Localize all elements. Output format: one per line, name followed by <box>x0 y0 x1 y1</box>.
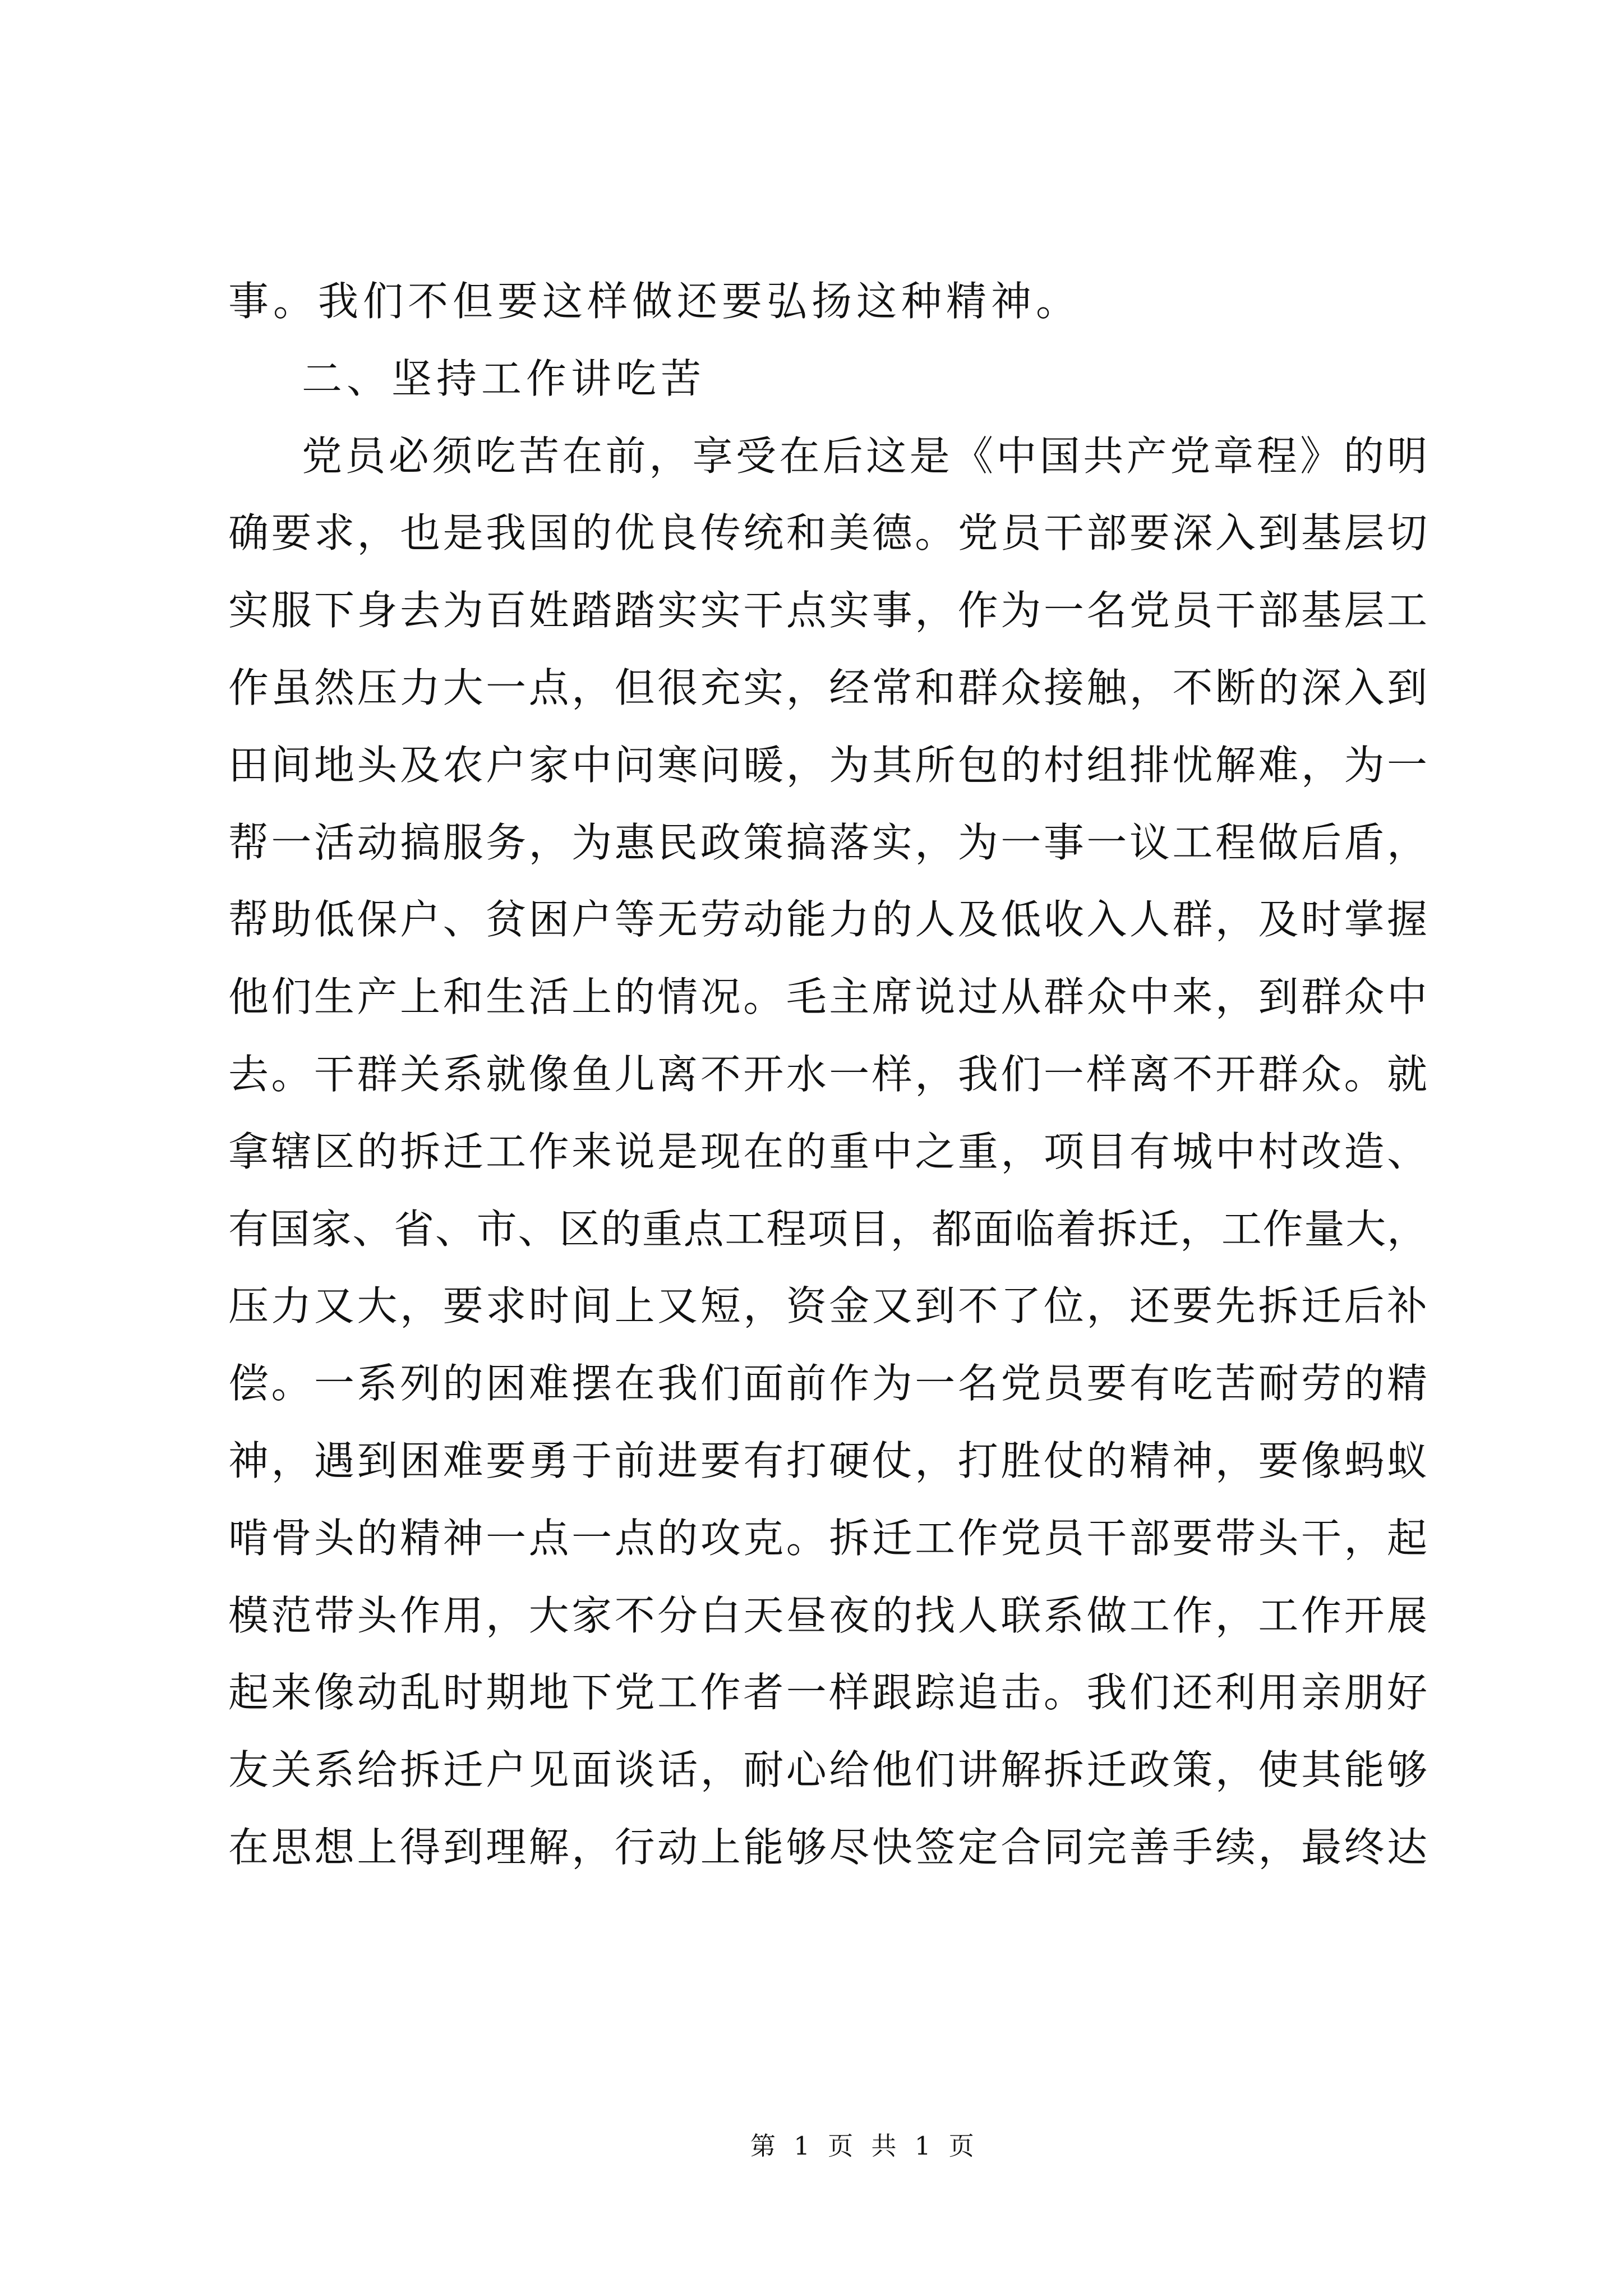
section-heading: 二、坚持工作讲吃苦 <box>302 355 706 402</box>
paragraph-line: 在思想上得到理解，行动上能够尽快签定合同完善手续，最终达 <box>228 1823 1427 1871</box>
paragraph-line: 有国家、省、市、区的重点工程项目，都面临着拆迁，工作量大， <box>228 1205 1427 1253</box>
paragraph-line: 党员必须吃苦在前，享受在后这是《中国共产党章程》的明 <box>302 432 1427 480</box>
paragraph-line: 起来像动乱时期地下党工作者一样跟踪追击。我们还利用亲朋好 <box>228 1669 1427 1717</box>
paragraph-line: 偿。一系列的困难摆在我们面前作为一名党员要有吃苦耐劳的精 <box>228 1360 1427 1407</box>
paragraph-line: 压力又大，要求时间上又短，资金又到不了位，还要先拆迁后补 <box>228 1282 1427 1330</box>
paragraph-line: 实服下身去为百姓踏踏实实干点实事，作为一名党员干部基层工 <box>228 587 1427 634</box>
paragraph-line: 帮一活动搞服务，为惠民政策搞落实，为一事一议工程做后盾， <box>228 818 1427 866</box>
paragraph-line: 帮助低保户、贫困户等无劳动能力的人及低收入人群，及时掌握 <box>228 896 1427 944</box>
paragraph-line: 田间地头及农户家中问寒问暖，为其所包的村组排忧解难，为一 <box>228 741 1427 789</box>
paragraph-line: 拿辖区的拆迁工作来说是现在的重中之重，项目有城中村改造、 <box>228 1128 1427 1175</box>
paragraph-line: 啃骨头的精神一点一点的攻克。拆迁工作党员干部要带头干，起 <box>228 1514 1427 1562</box>
continuation-line: 事。我们不但要这样做还要弘扬这种精神。 <box>228 278 1081 325</box>
paragraph-line: 模范带头作用，大家不分白天昼夜的找人联系做工作，工作开展 <box>228 1591 1427 1639</box>
paragraph-line: 他们生产上和生活上的情况。毛主席说过从群众中来，到群众中 <box>228 973 1427 1021</box>
paragraph-line: 神，遇到困难要勇于前进要有打硬仗，打胜仗的精神，要像蚂蚁 <box>228 1437 1427 1484</box>
paragraph-line: 确要求，也是我国的优良传统和美德。党员干部要深入到基层切 <box>228 509 1427 557</box>
document-body <box>228 263 1427 1887</box>
paragraph-line: 去。干群关系就像鱼儿离不开水一样，我们一样离不开群众。就 <box>228 1050 1427 1098</box>
paragraph-line: 作虽然压力大一点，但很充实，经常和群众接触，不断的深入到 <box>228 664 1427 711</box>
page-footer: 第 1 页 共 1 页 <box>750 2131 979 2161</box>
paragraph-line: 友关系给拆迁户见面谈话，耐心给他们讲解拆迁政策，使其能够 <box>228 1746 1427 1794</box>
